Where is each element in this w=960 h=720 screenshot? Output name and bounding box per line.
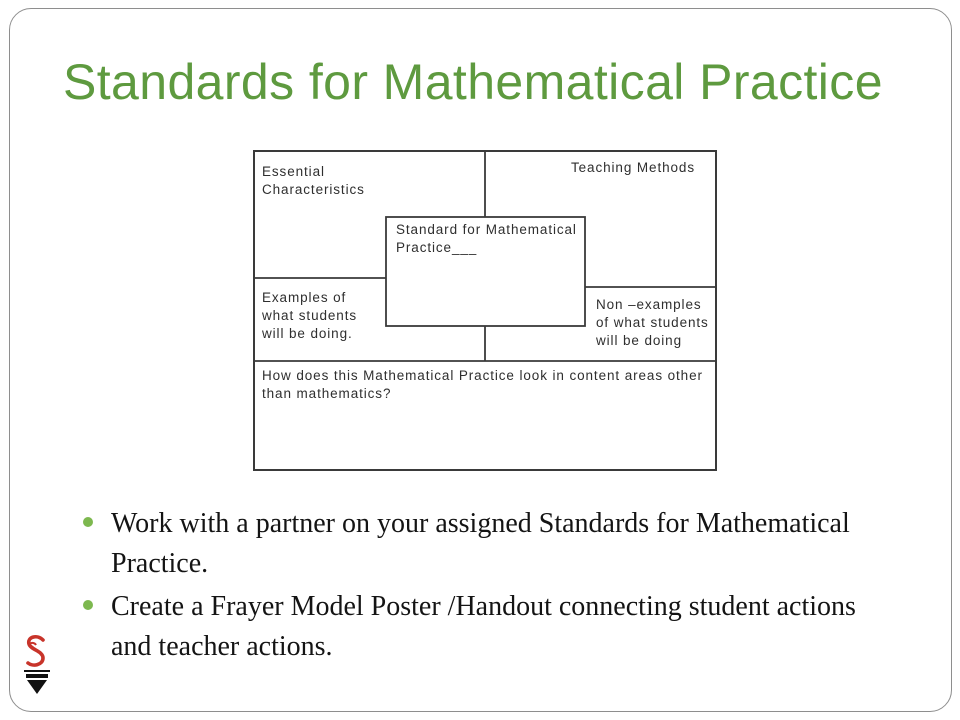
center-line: Practice___ [396,240,478,255]
logo-torch-base [27,680,47,694]
essential-line: Essential [262,164,325,179]
bullet-dot-icon [83,517,93,527]
non-examples-line: of what students [596,315,709,330]
bullet-dot-icon [83,600,93,610]
teaching-methods-label [571,159,695,177]
examples-line: will be doing. [262,326,353,341]
bullet-text: Work with a partner on your assigned Standards for Mathematical Practice. [111,508,850,579]
bullet-item [0,587,960,667]
logo-s-mark [28,637,43,665]
essential-characteristics-label [262,163,365,199]
logo-band [26,674,48,678]
logo-top-bar [24,670,50,672]
essential-line: Characteristics [262,182,365,197]
examples-line: Examples of [262,290,347,305]
non-examples-line: will be doing [596,333,682,348]
center-line: Standard for Mathematical [396,222,577,237]
bullet-item [0,504,960,584]
examples-label [262,289,357,343]
non-examples-line: Non –examples [596,297,702,312]
question-line: than mathematics? [262,386,392,401]
examples-line: what students [262,308,358,323]
question-label [262,367,703,403]
non-examples-label [596,296,709,350]
teaching-methods-line: Teaching Methods [571,160,695,175]
question-line: How does this Mathematical Practice look in content areas other [262,368,703,383]
center-standard-label [396,221,577,257]
slide-title: Standards for Mathematical Practice [63,54,883,110]
bullet-text: Create a Frayer Model Poster /Handout connecting student actions and teacher actions. [111,591,856,662]
torch-logo-icon [22,634,52,696]
